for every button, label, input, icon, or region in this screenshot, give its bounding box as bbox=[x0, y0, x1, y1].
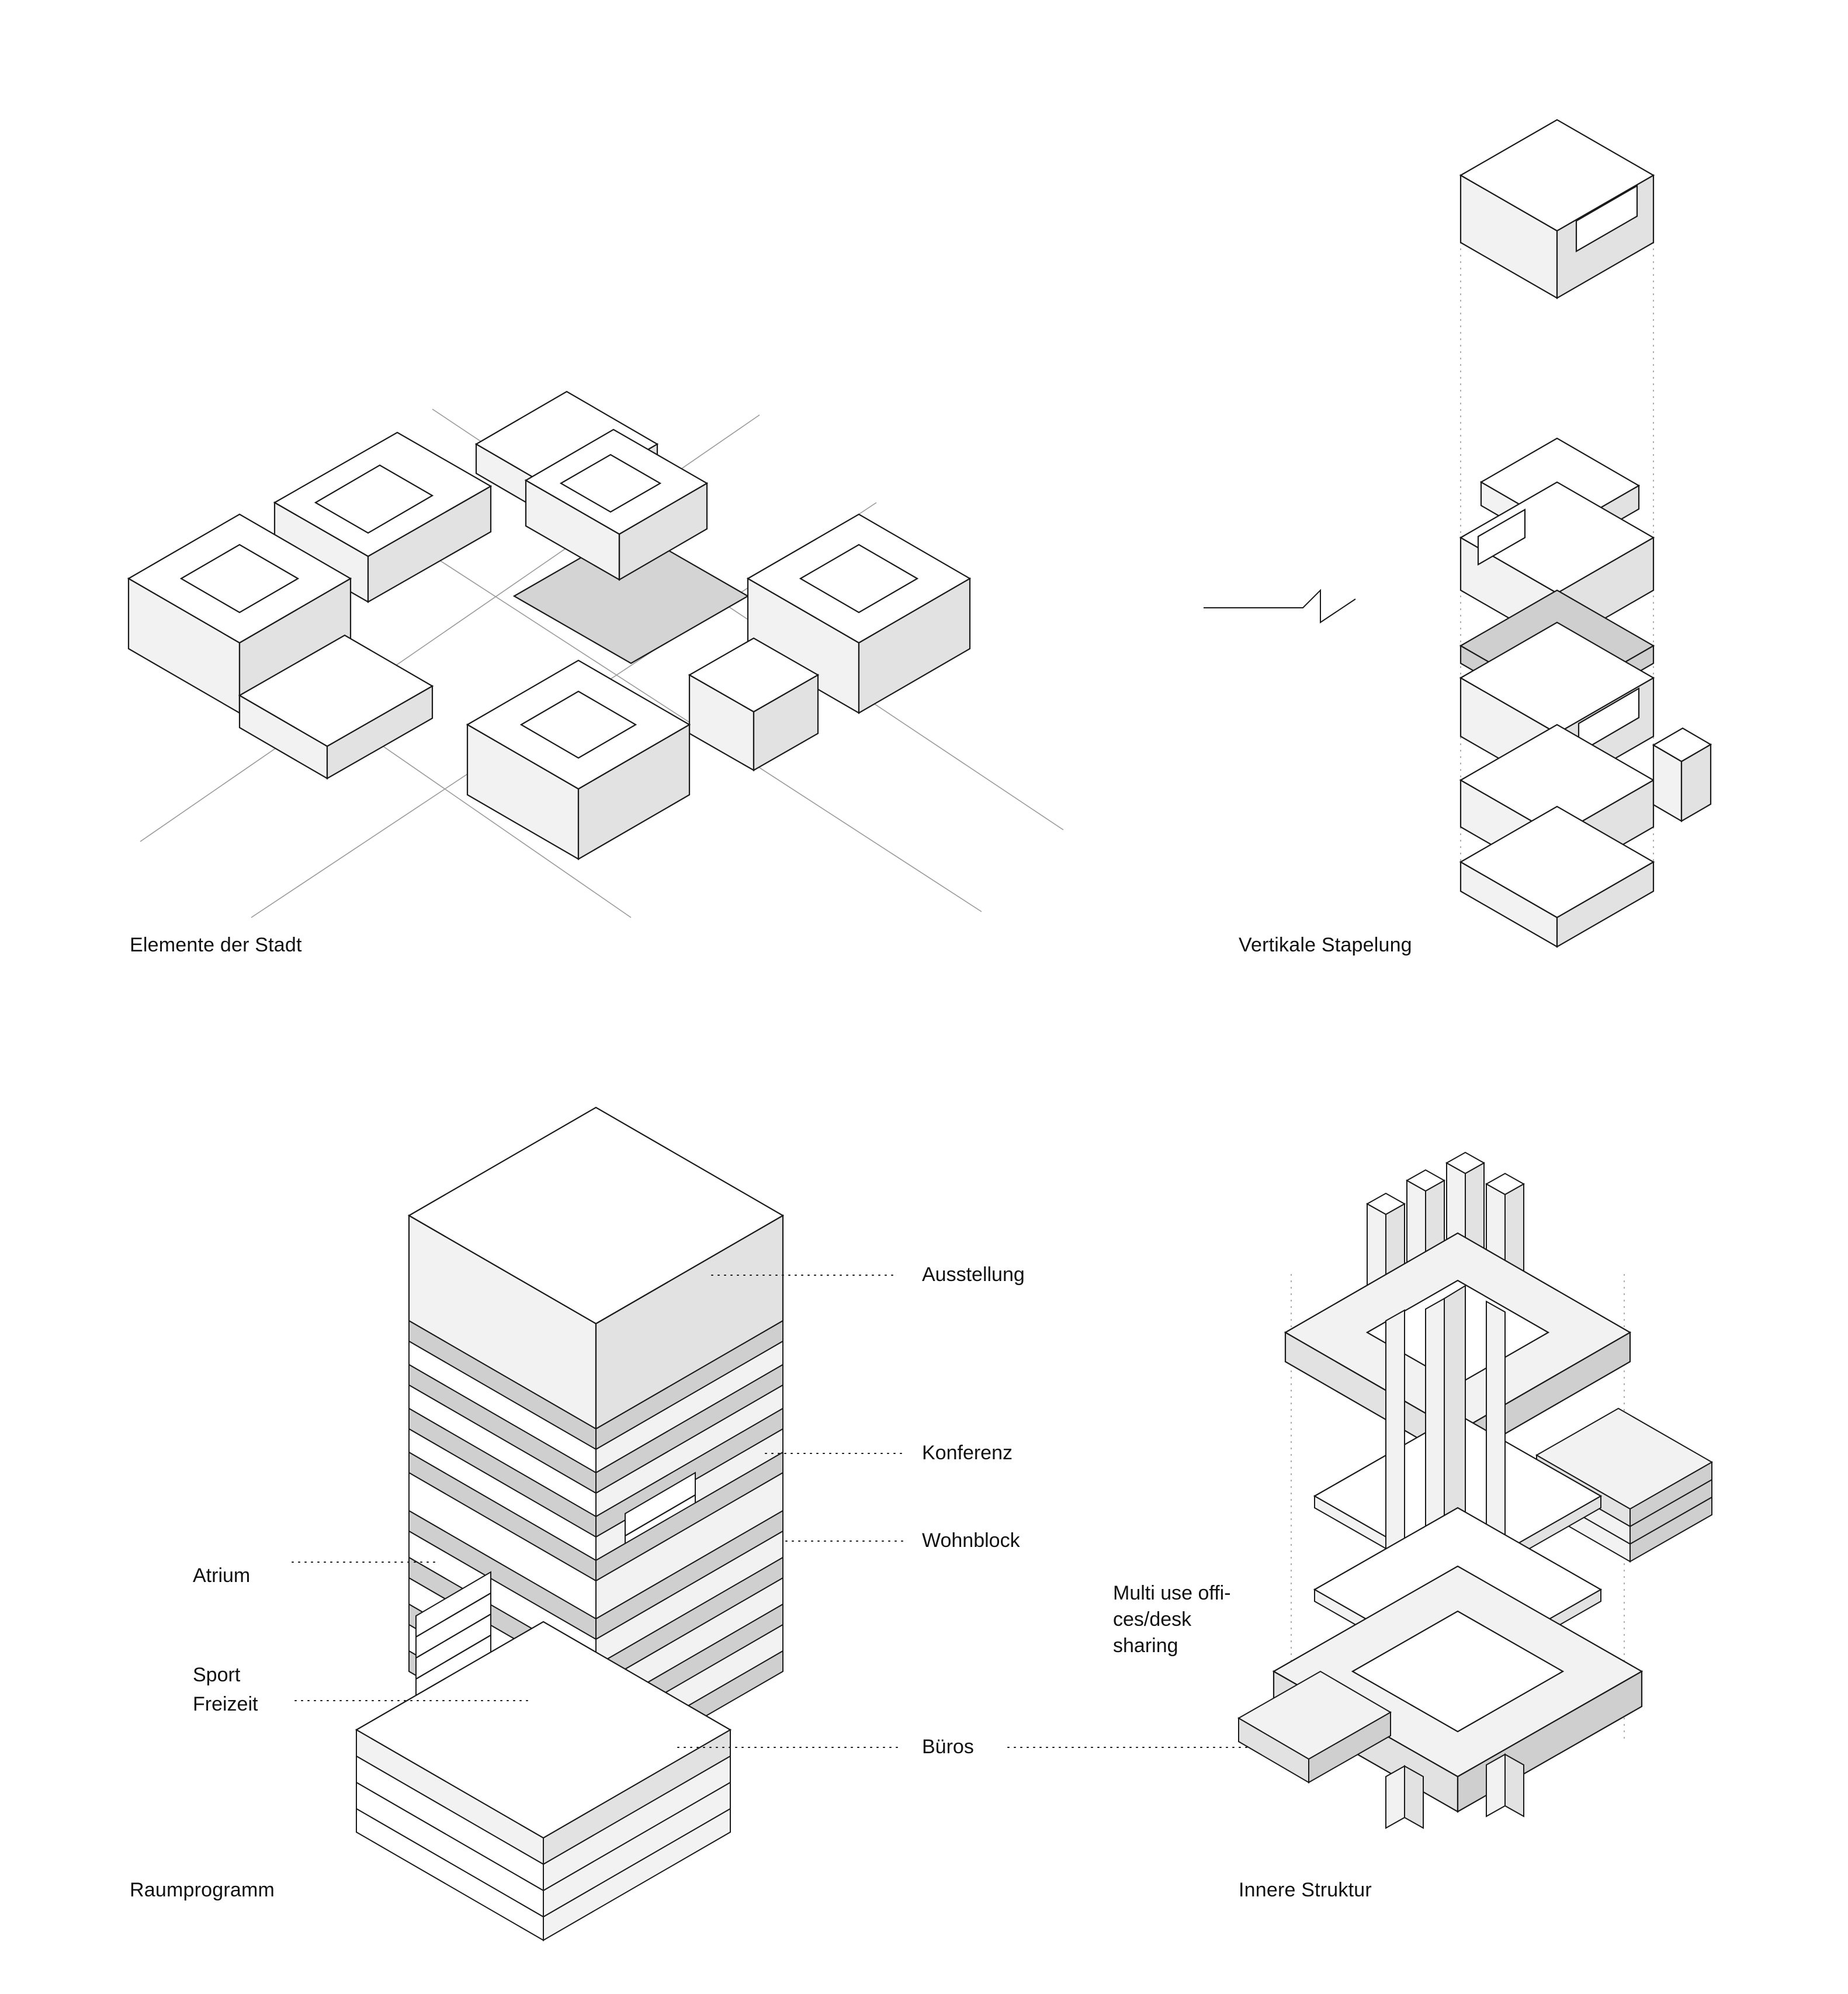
label-freizeit: Freizeit bbox=[193, 1693, 258, 1715]
panel-vertikale-stapelung bbox=[1186, 70, 1712, 970]
label-ausstellung: Ausstellung bbox=[922, 1263, 1025, 1286]
label-sport: Sport bbox=[193, 1664, 241, 1686]
stack-block-top bbox=[1461, 120, 1653, 298]
caption-raumprogramm: Raumprogramm bbox=[130, 1879, 275, 1901]
label-wohnblock: Wohnblock bbox=[922, 1529, 1020, 1552]
transform-arrow-icon bbox=[1204, 590, 1355, 622]
caption-vertikale-stapelung: Vertikale Stapelung bbox=[1239, 934, 1412, 956]
panel-innere-struktur bbox=[1250, 1145, 1846, 1888]
stack-block-side-tower bbox=[1653, 728, 1711, 821]
innere-struktur-drawing bbox=[1250, 1145, 1846, 1888]
label-multiuse-line2: ces/desk bbox=[1113, 1608, 1192, 1630]
caption-elemente-der-stadt: Elemente der Stadt bbox=[130, 934, 302, 956]
label-multiuse-line1: Multi use offi- bbox=[1113, 1582, 1231, 1604]
elemente-der-stadt-drawing bbox=[105, 327, 1098, 947]
label-multiuse-line3: sharing bbox=[1113, 1635, 1178, 1657]
panel-elemente-der-stadt bbox=[105, 327, 1098, 947]
block-bottom-courtyard bbox=[467, 660, 689, 859]
vertikale-stapelung-drawing bbox=[1186, 70, 1712, 970]
label-konferenz: Konferenz bbox=[922, 1442, 1013, 1464]
label-bueros: Büros bbox=[922, 1736, 974, 1758]
caption-innere-struktur: Innere Struktur bbox=[1239, 1879, 1372, 1901]
raumprogramm-drawing bbox=[315, 1046, 1133, 1940]
label-atrium: Atrium bbox=[193, 1564, 251, 1587]
panel-raumprogramm bbox=[315, 1046, 1133, 1940]
